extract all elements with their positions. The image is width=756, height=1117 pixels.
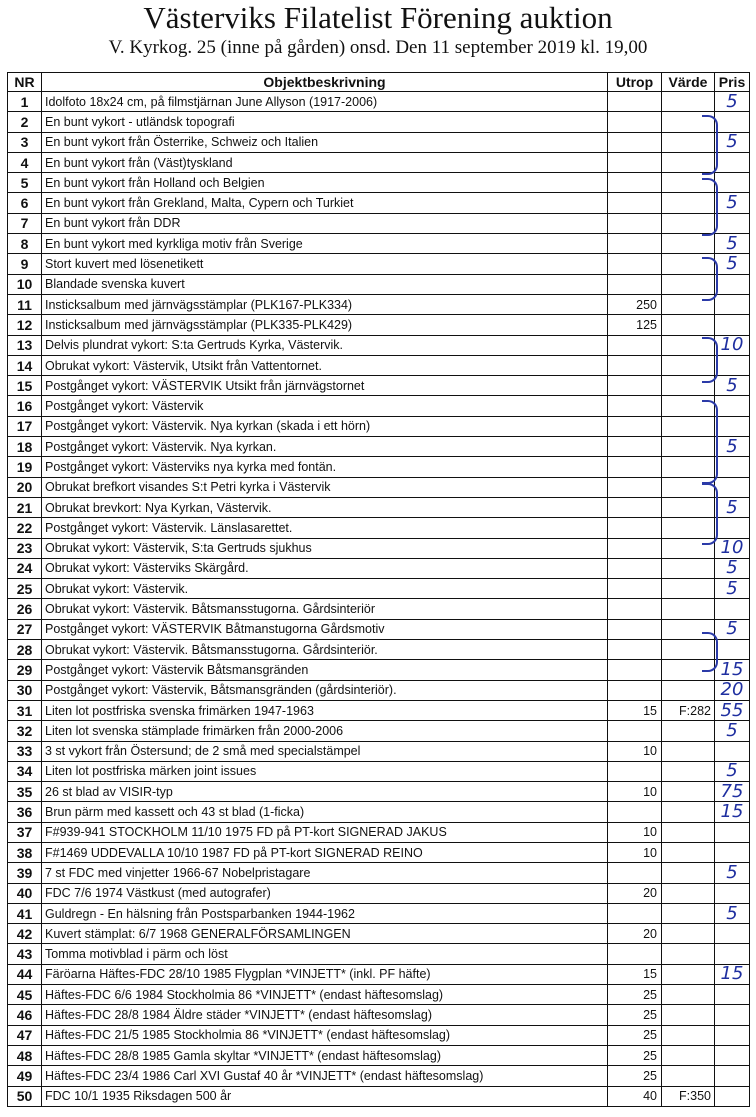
- lot-utrop: [608, 863, 662, 883]
- handwritten-brace: [702, 178, 718, 236]
- lot-description: Guldregn - En hälsning från Postsparbanken 1944-1962: [42, 903, 608, 923]
- lot-number: 21: [8, 497, 42, 517]
- lot-varde: [662, 883, 715, 903]
- lot-pris: [715, 112, 750, 132]
- table-row: [8, 234, 750, 254]
- page-title: Västerviks Filatelist Förening auktion: [143, 0, 613, 35]
- lot-utrop: 10: [608, 822, 662, 842]
- table-row: [8, 1025, 750, 1045]
- lot-description: Postgånget vykort: Västervik. Nya kyrkan (skada i ett hörn): [42, 416, 608, 436]
- lot-varde: [662, 599, 715, 619]
- lot-utrop: [608, 132, 662, 152]
- table-row: [8, 863, 750, 883]
- lot-utrop: 25: [608, 985, 662, 1005]
- table-row: [8, 721, 750, 741]
- lot-utrop: [608, 538, 662, 558]
- lot-pris: [715, 924, 750, 944]
- lot-pris: 5: [715, 92, 750, 112]
- lot-number: 32: [8, 721, 42, 741]
- lot-number: 33: [8, 741, 42, 761]
- lot-pris: 5: [715, 863, 750, 883]
- lot-pris: 5: [715, 579, 750, 599]
- lot-description: En bunt vykort från Österrike, Schweiz och Italien: [42, 132, 608, 152]
- column-header-nr: NR: [8, 73, 42, 92]
- lot-description: 7 st FDC med vinjetter 1966-67 Nobelpristagare: [42, 863, 608, 883]
- lot-utrop: [608, 721, 662, 741]
- lot-pris: 10: [715, 538, 750, 558]
- lot-pris: 5: [715, 193, 750, 213]
- lot-utrop: [608, 112, 662, 132]
- table-row: [8, 903, 750, 923]
- lot-utrop: 25: [608, 1005, 662, 1025]
- lot-utrop: [608, 234, 662, 254]
- lot-utrop: 125: [608, 315, 662, 335]
- table-row: [8, 193, 750, 213]
- lot-utrop: [608, 193, 662, 213]
- column-header-utrop: Utrop: [608, 73, 662, 92]
- table-row: [8, 274, 750, 294]
- lot-varde: [662, 964, 715, 984]
- lot-description: Häftes-FDC 23/4 1986 Carl XVI Gustaf 40 år *VINJETT* (endast häftesomslag): [42, 1066, 608, 1086]
- lot-varde: [662, 315, 715, 335]
- lot-utrop: [608, 152, 662, 172]
- lot-varde: [662, 802, 715, 822]
- lot-varde: F:350: [662, 1086, 715, 1106]
- lot-number: 44: [8, 964, 42, 984]
- table-row: [8, 944, 750, 964]
- handwritten-brace: [702, 257, 718, 301]
- lot-varde: [662, 680, 715, 700]
- lot-number: 12: [8, 315, 42, 335]
- lot-number: 27: [8, 619, 42, 639]
- lot-utrop: [608, 92, 662, 112]
- lot-description: Postgånget vykort: VÄSTERVIK Båtmanstugorna Gårdsmotiv: [42, 619, 608, 639]
- table-header-row: [8, 73, 750, 92]
- lot-number: 10: [8, 274, 42, 294]
- lot-utrop: [608, 396, 662, 416]
- table-row: [8, 294, 750, 314]
- lot-number: 39: [8, 863, 42, 883]
- lot-description: Blandade svenska kuvert: [42, 274, 608, 294]
- table-row: [8, 761, 750, 781]
- lot-description: En bunt vykort från Grekland, Malta, Cypern och Turkiet: [42, 193, 608, 213]
- lot-utrop: [608, 558, 662, 578]
- lot-number: 48: [8, 1045, 42, 1065]
- handwritten-brace: [702, 632, 718, 672]
- lot-description: F#939-941 STOCKHOLM 11/10 1975 FD på PT-kort SIGNERAD JAKUS: [42, 822, 608, 842]
- lot-description: Postgånget vykort: Västervik Båtsmansgränden: [42, 660, 608, 680]
- lot-pris: 55: [715, 700, 750, 720]
- lot-description: En bunt vykort med kyrkliga motiv från Sverige: [42, 234, 608, 254]
- lot-description: Delvis plundrat vykort: S:ta Gertruds Kyrka, Västervik.: [42, 335, 608, 355]
- lot-pris: [715, 477, 750, 497]
- table-row: [8, 1086, 750, 1106]
- table-row: [8, 558, 750, 578]
- lot-pris: [715, 457, 750, 477]
- lot-varde: [662, 721, 715, 741]
- lot-description: FDC 10/1 1935 Riksdagen 500 år: [42, 1086, 608, 1106]
- lot-utrop: [608, 761, 662, 781]
- lot-description: FDC 7/6 1974 Västkust (med autografer): [42, 883, 608, 903]
- lot-utrop: [608, 680, 662, 700]
- lot-description: Postgånget vykort: Västerviks nya kyrka med fontän.: [42, 457, 608, 477]
- lot-pris: 15: [715, 802, 750, 822]
- lot-utrop: [608, 457, 662, 477]
- lot-utrop: 10: [608, 741, 662, 761]
- lot-description: Liten lot svenska stämplade frimärken från 2000-2006: [42, 721, 608, 741]
- lot-utrop: 20: [608, 924, 662, 944]
- lot-utrop: 250: [608, 294, 662, 314]
- lot-number: 41: [8, 903, 42, 923]
- lot-utrop: [608, 518, 662, 538]
- lot-number: 45: [8, 985, 42, 1005]
- lot-utrop: 15: [608, 964, 662, 984]
- table-row: [8, 518, 750, 538]
- table-row: [8, 1005, 750, 1025]
- lot-number: 6: [8, 193, 42, 213]
- table-row: [8, 437, 750, 457]
- lot-description: Brun pärm med kassett och 43 st blad (1-ficka): [42, 802, 608, 822]
- lot-utrop: [608, 619, 662, 639]
- lot-utrop: 40: [608, 1086, 662, 1106]
- table-row: [8, 315, 750, 335]
- lot-pris: [715, 152, 750, 172]
- lot-number: 31: [8, 700, 42, 720]
- lot-description: En bunt vykort från (Väst)tyskland: [42, 152, 608, 172]
- table-row: [8, 477, 750, 497]
- lot-pris: 15: [715, 660, 750, 680]
- lot-description: 26 st blad av VISIR-typ: [42, 782, 608, 802]
- lot-pris: 10: [715, 335, 750, 355]
- lot-number: 3: [8, 132, 42, 152]
- lot-number: 8: [8, 234, 42, 254]
- lot-number: 4: [8, 152, 42, 172]
- lot-pris: [715, 842, 750, 862]
- table-row: [8, 579, 750, 599]
- lot-number: 2: [8, 112, 42, 132]
- lot-varde: [662, 761, 715, 781]
- lot-description: Liten lot postfriska svenska frimärken 1947-1963: [42, 700, 608, 720]
- lot-utrop: 10: [608, 782, 662, 802]
- lot-description: Obrukat vykort: Västervik, Utsikt från Vattentornet.: [42, 355, 608, 375]
- column-header-description: Objektbeskrivning: [42, 73, 608, 92]
- lot-pris: [715, 315, 750, 335]
- table-row: [8, 660, 750, 680]
- lot-varde: [662, 1045, 715, 1065]
- table-row: [8, 254, 750, 274]
- lot-number: 47: [8, 1025, 42, 1045]
- lot-number: 29: [8, 660, 42, 680]
- lot-description: Postgånget vykort: Västervik, Båtsmansgränden (gårdsinteriör).: [42, 680, 608, 700]
- lot-varde: [662, 903, 715, 923]
- lot-description: Obrukat vykort: Västervik.: [42, 579, 608, 599]
- lot-number: 34: [8, 761, 42, 781]
- table-row: [8, 822, 750, 842]
- lot-varde: [662, 822, 715, 842]
- lot-utrop: [608, 355, 662, 375]
- table-row: [8, 924, 750, 944]
- lot-pris: [715, 416, 750, 436]
- lot-number: 24: [8, 558, 42, 578]
- lot-utrop: 25: [608, 1045, 662, 1065]
- table-row: [8, 538, 750, 558]
- lot-description: Obrukat vykort: Västervik, S:ta Gertruds sjukhus: [42, 538, 608, 558]
- lot-varde: [662, 944, 715, 964]
- lot-number: 9: [8, 254, 42, 274]
- lot-utrop: [608, 376, 662, 396]
- lot-utrop: 25: [608, 1025, 662, 1045]
- lot-number: 25: [8, 579, 42, 599]
- lot-pris: 5: [715, 497, 750, 517]
- lot-utrop: [608, 599, 662, 619]
- lot-number: 15: [8, 376, 42, 396]
- lot-varde: [662, 92, 715, 112]
- table-row: [8, 132, 750, 152]
- lot-description: Obrukat vykort: Västervik. Båtsmansstugorna. Gårdsinteriör.: [42, 640, 608, 660]
- lot-utrop: [608, 802, 662, 822]
- lot-description: Häftes-FDC 28/8 1984 Äldre städer *VINJETT* (endast häftesomslag): [42, 1005, 608, 1025]
- lot-utrop: [608, 173, 662, 193]
- lot-pris: 20: [715, 680, 750, 700]
- lot-pris: [715, 173, 750, 193]
- lot-utrop: [608, 335, 662, 355]
- lot-description: Idolfoto 18x24 cm, på filmstjärnan June Allyson (1917-2006): [42, 92, 608, 112]
- lot-description: Häftes-FDC 6/6 1984 Stockholmia 86 *VINJETT* (endast häftesomslag): [42, 985, 608, 1005]
- lot-number: 42: [8, 924, 42, 944]
- lot-utrop: [608, 213, 662, 233]
- lot-description: En bunt vykort - utländsk topografi: [42, 112, 608, 132]
- column-header-varde: Värde: [662, 73, 715, 92]
- lot-number: 36: [8, 802, 42, 822]
- lot-pris: 75: [715, 782, 750, 802]
- table-row: [8, 112, 750, 132]
- lot-description: Postgånget vykort: Västervik. Länslasarettet.: [42, 518, 608, 538]
- lot-utrop: [608, 579, 662, 599]
- lot-varde: [662, 842, 715, 862]
- lot-pris: 5: [715, 619, 750, 639]
- lot-pris: [715, 1045, 750, 1065]
- lot-pris: [715, 518, 750, 538]
- lot-description: Postgånget vykort: Västervik: [42, 396, 608, 416]
- table-row: [8, 173, 750, 193]
- lot-pris: [715, 1086, 750, 1106]
- lot-utrop: [608, 497, 662, 517]
- table-row: [8, 1045, 750, 1065]
- lot-number: 46: [8, 1005, 42, 1025]
- lot-number: 22: [8, 518, 42, 538]
- lot-pris: [715, 985, 750, 1005]
- lot-pris: [715, 599, 750, 619]
- lot-pris: [715, 1066, 750, 1086]
- lot-description: Insticksalbum med järnvägsstämplar (PLK335-PLK429): [42, 315, 608, 335]
- lot-number: 17: [8, 416, 42, 436]
- lot-varde: [662, 1066, 715, 1086]
- table-row: [8, 335, 750, 355]
- table-row: [8, 700, 750, 720]
- lot-description: Häftes-FDC 21/5 1985 Stockholmia 86 *VINJETT* (endast häftesomslag): [42, 1025, 608, 1045]
- lot-utrop: [608, 660, 662, 680]
- lot-pris: 5: [715, 558, 750, 578]
- lot-pris: [715, 944, 750, 964]
- lot-number: 30: [8, 680, 42, 700]
- lot-varde: [662, 234, 715, 254]
- lot-description: Obrukat brefkort visandes S:t Petri kyrka i Västervik: [42, 477, 608, 497]
- table-row: [8, 355, 750, 375]
- lot-description: Häftes-FDC 28/8 1985 Gamla skyltar *VINJETT* (endast häftesomslag): [42, 1045, 608, 1065]
- lot-utrop: [608, 477, 662, 497]
- lot-pris: [715, 1025, 750, 1045]
- lot-number: 5: [8, 173, 42, 193]
- handwritten-brace: [702, 115, 718, 175]
- lot-utrop: [608, 274, 662, 294]
- auction-table: [7, 72, 750, 1107]
- lot-pris: [715, 213, 750, 233]
- lot-description: Stort kuvert med lösenetikett: [42, 254, 608, 274]
- lot-description: En bunt vykort från DDR: [42, 213, 608, 233]
- table-row: [8, 640, 750, 660]
- table-row: [8, 802, 750, 822]
- handwritten-brace: [702, 400, 718, 484]
- lot-number: 28: [8, 640, 42, 660]
- lot-description: Obrukat vykort: Västerviks Skärgård.: [42, 558, 608, 578]
- lot-number: 7: [8, 213, 42, 233]
- lot-pris: [715, 274, 750, 294]
- handwritten-brace: [702, 483, 718, 545]
- lot-utrop: 25: [608, 1066, 662, 1086]
- lot-number: 14: [8, 355, 42, 375]
- lot-varde: [662, 579, 715, 599]
- lot-varde: [662, 985, 715, 1005]
- lot-description: Postgånget vykort: VÄSTERVIK Utsikt från järnvägstornet: [42, 376, 608, 396]
- lot-utrop: 20: [608, 883, 662, 903]
- lot-pris: [715, 1005, 750, 1025]
- lot-varde: [662, 924, 715, 944]
- lot-varde: [662, 741, 715, 761]
- lot-number: 50: [8, 1086, 42, 1106]
- lot-number: 49: [8, 1066, 42, 1086]
- lot-varde: F:282: [662, 700, 715, 720]
- table-row: [8, 842, 750, 862]
- lot-utrop: 10: [608, 842, 662, 862]
- lot-description: Insticksalbum med järnvägsstämplar (PLK167-PLK334): [42, 294, 608, 314]
- table-row: [8, 619, 750, 639]
- lot-description: En bunt vykort från Holland och Belgien: [42, 173, 608, 193]
- table-row: [8, 599, 750, 619]
- lot-pris: [715, 883, 750, 903]
- lot-pris: [715, 294, 750, 314]
- lot-varde: [662, 782, 715, 802]
- table-row: [8, 376, 750, 396]
- lot-number: 16: [8, 396, 42, 416]
- lot-pris: 5: [715, 903, 750, 923]
- lot-number: 18: [8, 437, 42, 457]
- lot-varde: [662, 1005, 715, 1025]
- lot-description: Obrukat vykort: Västervik. Båtsmansstugorna. Gårdsinteriör: [42, 599, 608, 619]
- lot-pris: [715, 396, 750, 416]
- lot-description: F#1469 UDDEVALLA 10/10 1987 FD på PT-kort SIGNERAD REINO: [42, 842, 608, 862]
- lot-utrop: [608, 640, 662, 660]
- lot-description: Liten lot postfriska märken joint issues: [42, 761, 608, 781]
- lot-pris: 5: [715, 761, 750, 781]
- table-row: [8, 92, 750, 112]
- table-body: [8, 92, 750, 1107]
- lot-pris: 5: [715, 376, 750, 396]
- lot-description: 3 st vykort från Östersund; de 2 små med specialstämpel: [42, 741, 608, 761]
- table-row: [8, 985, 750, 1005]
- lot-number: 19: [8, 457, 42, 477]
- lot-varde: [662, 863, 715, 883]
- page-subtitle: V. Kyrkog. 25 (inne på gården) onsd. Den 11 september 2019 kl. 19,00: [108, 37, 648, 58]
- lot-number: 13: [8, 335, 42, 355]
- table-row: [8, 152, 750, 172]
- table-row: [8, 416, 750, 436]
- lot-utrop: 15: [608, 700, 662, 720]
- lot-description: Postgånget vykort: Västervik. Nya kyrkan.: [42, 437, 608, 457]
- lot-varde: [662, 1025, 715, 1045]
- lot-utrop: [608, 254, 662, 274]
- lot-description: Färöarna Häftes-FDC 28/10 1985 Flygplan *VINJETT* (inkl. PF häfte): [42, 964, 608, 984]
- lot-description: Obrukat brevkort: Nya Kyrkan, Västervik.: [42, 497, 608, 517]
- lot-number: 20: [8, 477, 42, 497]
- table-row: [8, 883, 750, 903]
- lot-utrop: [608, 944, 662, 964]
- lot-number: 11: [8, 294, 42, 314]
- table-row: [8, 782, 750, 802]
- lot-description: Tomma motivblad i pärm och löst: [42, 944, 608, 964]
- lot-number: 26: [8, 599, 42, 619]
- table-row: [8, 497, 750, 517]
- lot-pris: 5: [715, 234, 750, 254]
- lot-utrop: [608, 416, 662, 436]
- lot-pris: [715, 741, 750, 761]
- lot-description: Kuvert stämplat: 6/7 1968 GENERALFÖRSAMLINGEN: [42, 924, 608, 944]
- lot-pris: 5: [715, 132, 750, 152]
- lot-pris: 5: [715, 437, 750, 457]
- lot-number: 35: [8, 782, 42, 802]
- table-row: [8, 964, 750, 984]
- table-row: [8, 213, 750, 233]
- lot-pris: 5: [715, 721, 750, 741]
- lot-number: 40: [8, 883, 42, 903]
- table-row: [8, 1066, 750, 1086]
- lot-pris: [715, 822, 750, 842]
- lot-utrop: [608, 903, 662, 923]
- lot-varde: [662, 558, 715, 578]
- table-row: [8, 457, 750, 477]
- table-row: [8, 741, 750, 761]
- lot-utrop: [608, 437, 662, 457]
- lot-number: 23: [8, 538, 42, 558]
- lot-pris: [715, 355, 750, 375]
- table-row: [8, 396, 750, 416]
- lot-pris: 5: [715, 254, 750, 274]
- lot-number: 37: [8, 822, 42, 842]
- lot-number: 43: [8, 944, 42, 964]
- column-header-pris: Pris: [715, 73, 750, 92]
- lot-pris: [715, 640, 750, 660]
- lot-pris: 15: [715, 964, 750, 984]
- table-row: [8, 680, 750, 700]
- lot-number: 38: [8, 842, 42, 862]
- handwritten-brace: [702, 337, 718, 383]
- lot-number: 1: [8, 92, 42, 112]
